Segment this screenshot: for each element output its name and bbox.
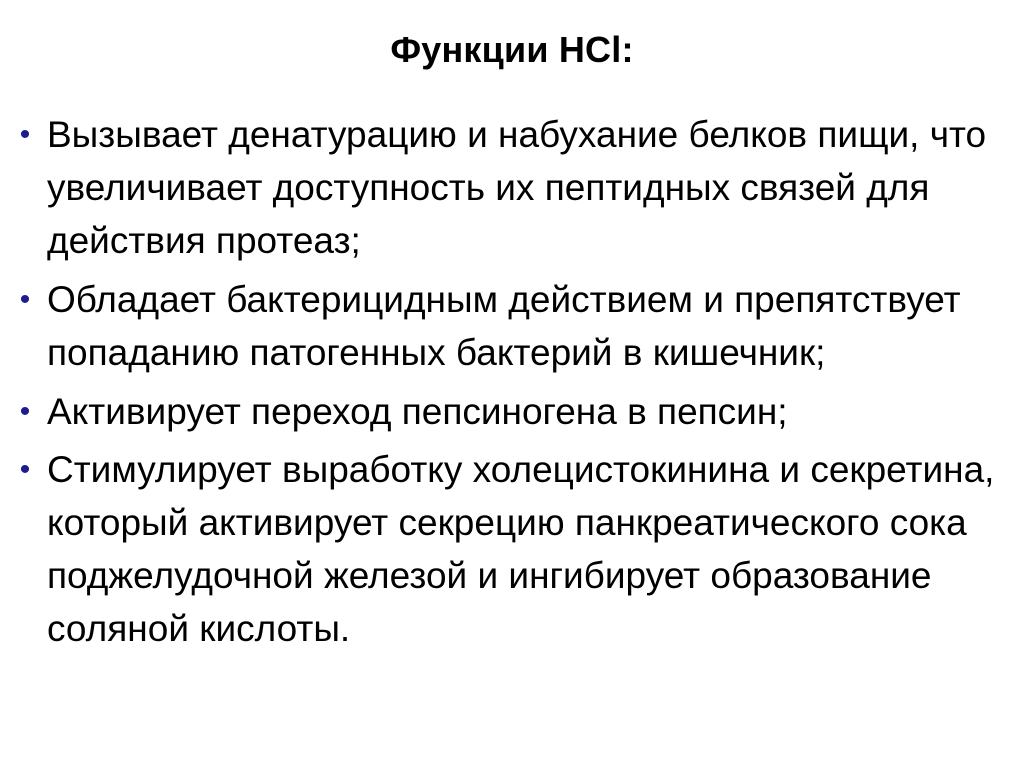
bullet-item [14,273,1014,379]
bullet-list [14,108,1014,661]
bullet-item [14,443,1014,655]
slide-title: Функции НCl: [390,29,634,70]
bullet-icon: • [19,453,31,486]
bullet-icon: • [19,118,31,151]
bullet-item [14,385,1014,438]
bullet-text: Вызывает денатурацию и набухание белков пищи, что увеличивает доступность их пептидных связей для действия протеаз; [47,114,987,261]
bullet-icon: • [19,395,31,428]
bullet-text: Активирует переход пепсиногена в пепсин; [47,391,788,432]
bullet-text: Обладает бактерицидным действием и препятствует попаданию патогенных бактерий в кишечник; [47,279,961,373]
bullet-item [14,108,1014,267]
bullet-text: Стимулирует выработку холецистокинина и секретина, который активирует секрецию панкреатического сока поджелудочной железой и ингибирует образование соляной кислоты. [47,449,995,649]
bullet-icon: • [19,283,31,316]
